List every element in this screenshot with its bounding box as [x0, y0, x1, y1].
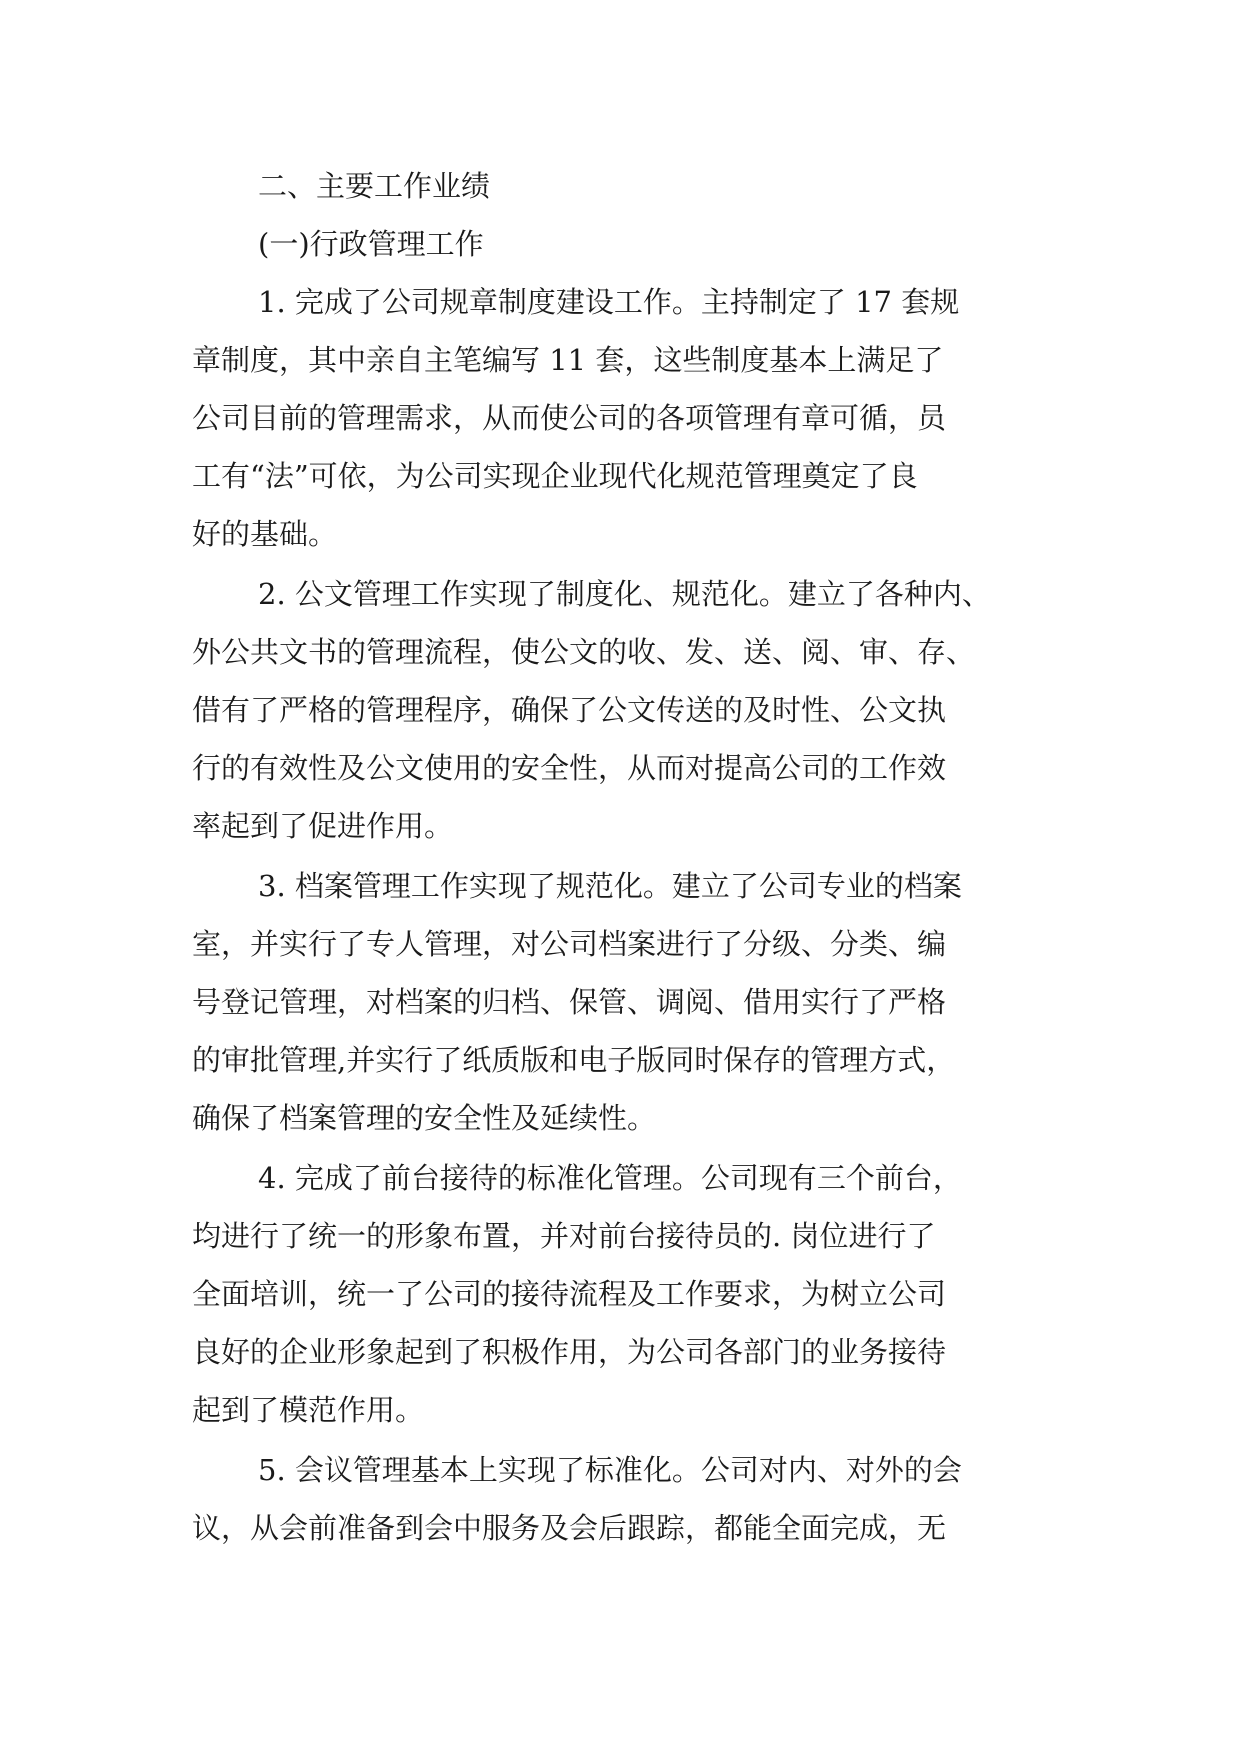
- paragraph-2-line-4: 行的有效性及公文使用的安全性，从而对提高公司的工作效: [192, 751, 947, 785]
- paragraph-3-line-1: 3. 档案管理工作实现了规范化。建立了公司专业的档案: [258, 869, 962, 903]
- paragraph-1-line-2: 章制度，其中亲自主笔编写 11 套，这些制度基本上满足了: [192, 343, 944, 377]
- paragraph-3-line-5: 确保了档案管理的安全性及延续性。: [192, 1101, 657, 1135]
- paragraph-4-line-2: 均进行了统一的形象布置，并对前台接待员的. 岗位进行了: [192, 1219, 936, 1253]
- paragraph-4-line-3: 全面培训，统一了公司的接待流程及工作要求，为树立公司: [192, 1277, 947, 1311]
- paragraph-4-line-1: 4. 完成了前台接待的标准化管理。公司现有三个前台，: [258, 1161, 962, 1195]
- paragraph-5-line-2: 议，从会前准备到会中服务及会后跟踪，都能全面完成，无: [192, 1511, 947, 1545]
- paragraph-1-line-3: 公司目前的管理需求，从而使公司的各项管理有章可循，员: [192, 401, 947, 435]
- subsection-heading: (一)行政管理工作: [258, 227, 484, 261]
- paragraph-3-line-3: 号登记管理，对档案的归档、保管、调阅、借用实行了严格: [192, 985, 947, 1019]
- paragraph-4-line-5: 起到了模范作用。: [192, 1393, 425, 1427]
- section-heading: 二、主要工作业绩: [258, 169, 491, 203]
- paragraph-5-line-1: 5. 会议管理基本上实现了标准化。公司对内、对外的会: [258, 1453, 962, 1487]
- paragraph-1-line-1: 1. 完成了公司规章制度建设工作。主持制定了 17 套规: [258, 285, 960, 319]
- paragraph-2-line-3: 借有了严格的管理程序，确保了公文传送的及时性、公文执: [192, 693, 947, 727]
- paragraph-4-line-4: 良好的企业形象起到了积极作用，为公司各部门的业务接待: [192, 1335, 947, 1369]
- paragraph-1-line-5: 好的基础。: [192, 517, 338, 551]
- paragraph-2-line-2: 外公共文书的管理流程，使公文的收、发、送、阅、审、存、: [192, 635, 976, 669]
- paragraph-1-line-4: 工有“法”可依，为公司实现企业现代化规范管理奠定了良: [192, 459, 918, 493]
- paragraph-3-line-2: 室，并实行了专人管理，对公司档案进行了分级、分类、编: [192, 927, 947, 961]
- paragraph-3-line-4: 的审批管理,并实行了纸质版和电子版同时保存的管理方式，: [192, 1043, 956, 1077]
- paragraph-2-line-5: 率起到了促进作用。: [192, 809, 454, 843]
- paragraph-2-line-1: 2. 公文管理工作实现了制度化、规范化。建立了各种内、: [258, 577, 991, 611]
